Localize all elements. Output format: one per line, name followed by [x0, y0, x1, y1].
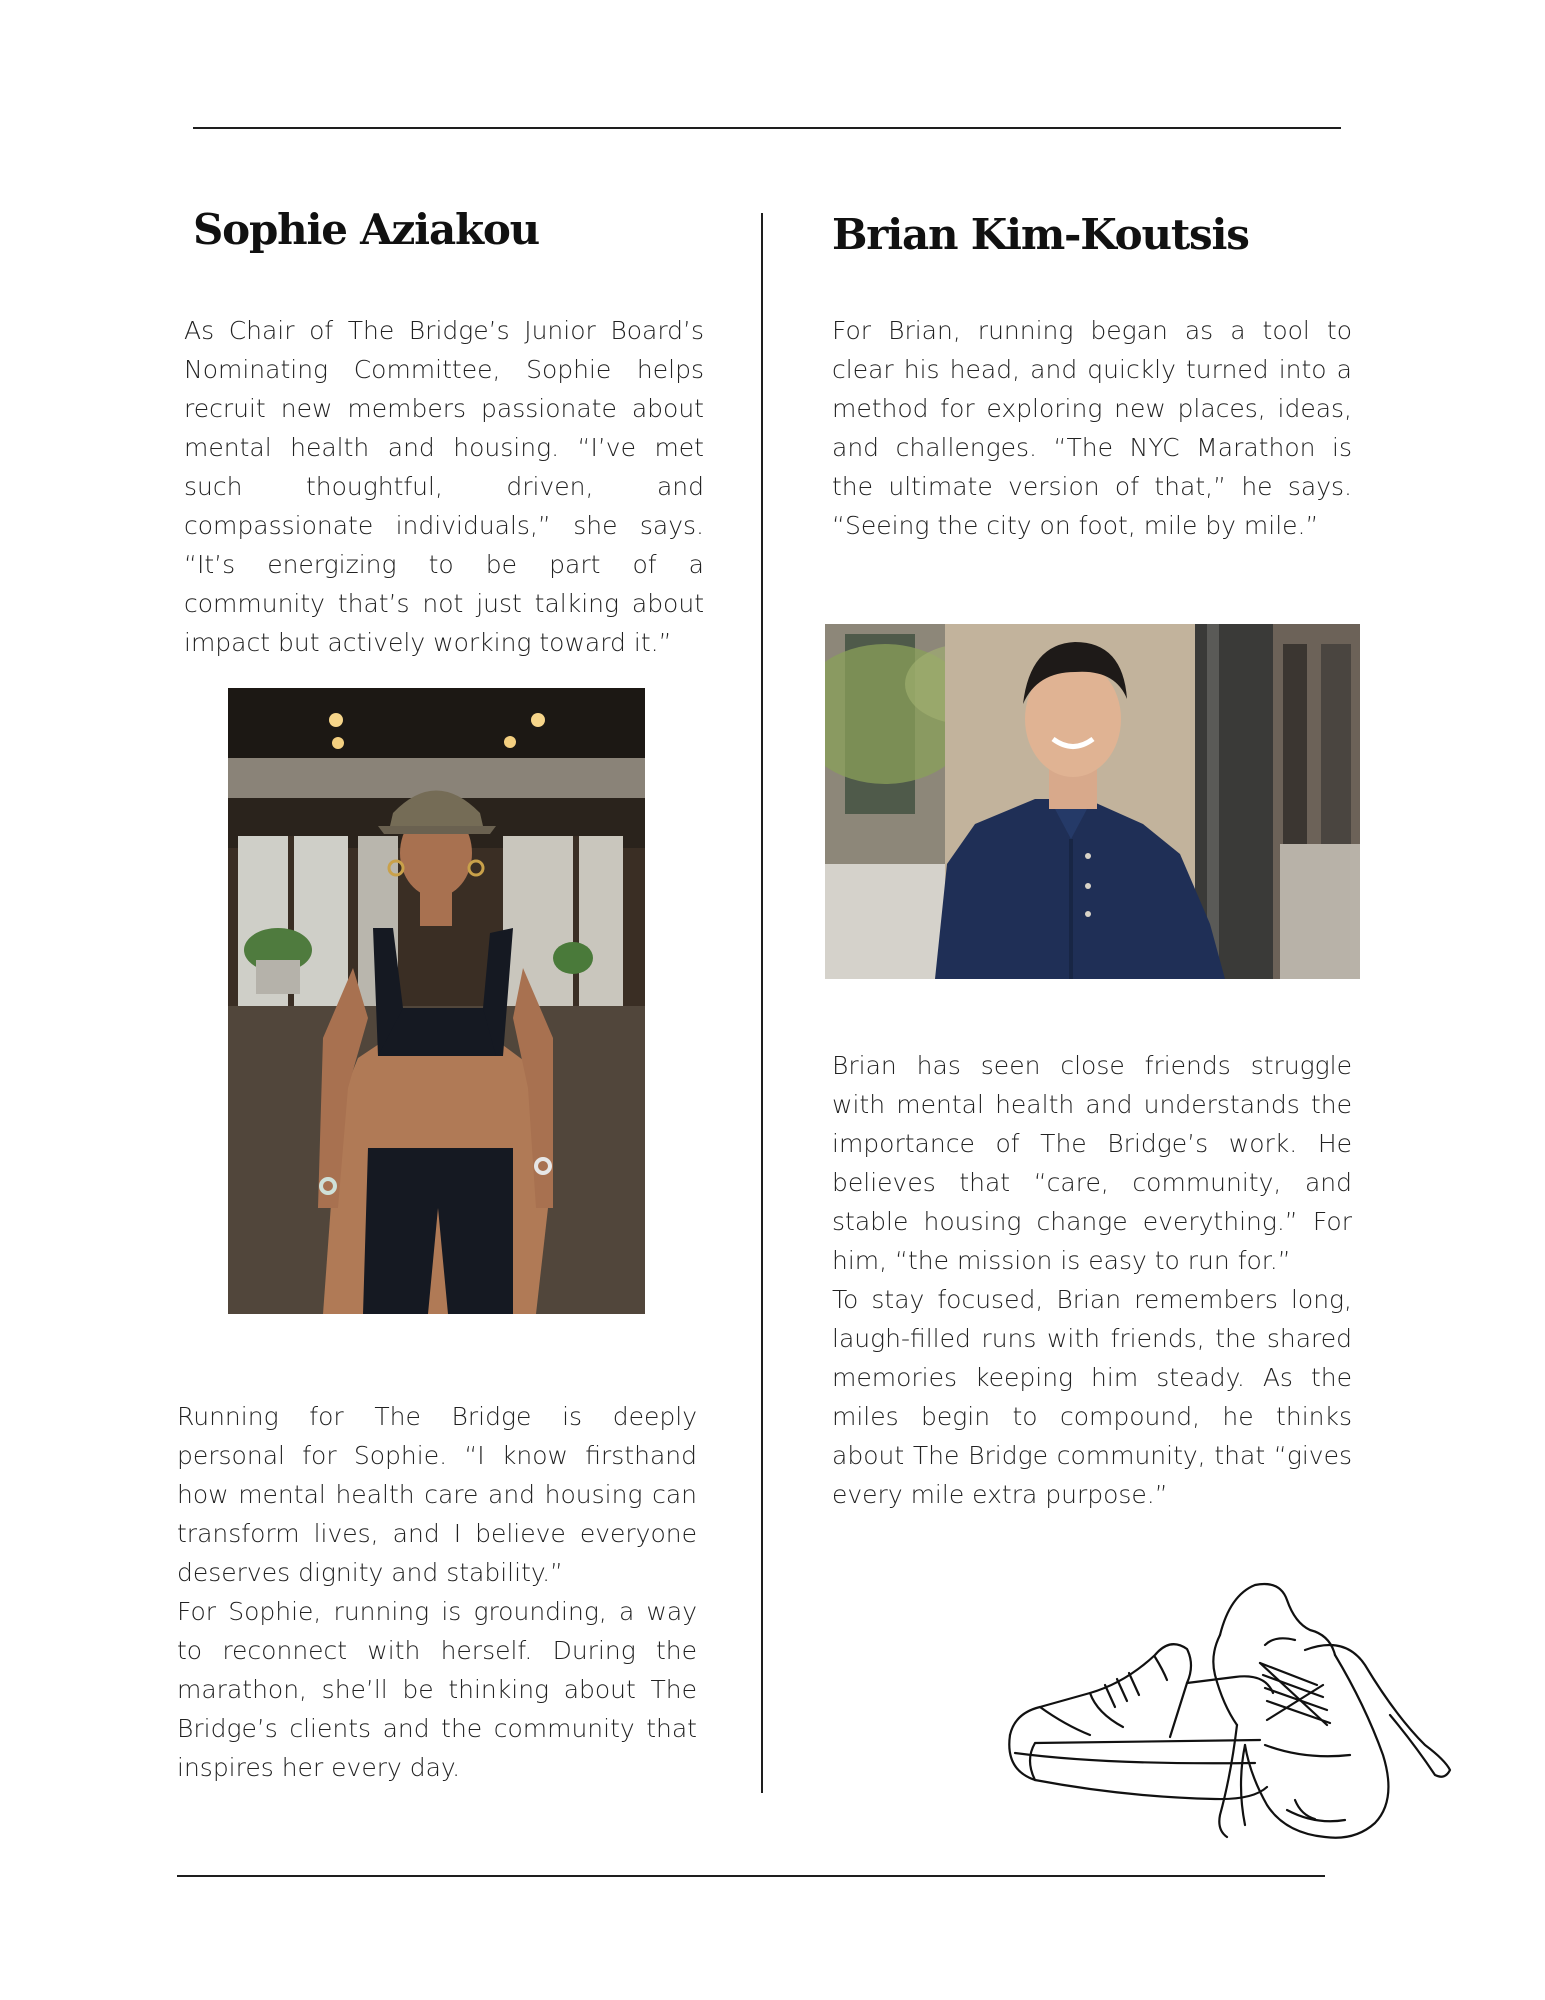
brian-name-heading: Brian Kim-Koutsis — [832, 210, 1249, 259]
sophie-name-heading: Sophie Aziakou — [193, 205, 540, 254]
sophie-running-paragraph: For Sophie, running is grounding, a way to reconnect with herself. During the marathon, she’ll be thinking about The Bridge’s clients and the community that inspires her every day. — [177, 1597, 697, 1782]
brian-running-paragraph: To stay focused, Brian remembers long, laugh-filled runs with friends, the shared memories keeping him steady. As the miles begin to compound, he thinks about The Bridge community, that “gives every mile extra purpose.” — [832, 1285, 1352, 1509]
running-shoes-drawing — [1005, 1575, 1460, 1845]
sophie-why-paragraph: Running for The Bridge is deeply personal for Sophie. “I know firsthand how mental health care and housing can transform lives, and I believe everyone deserves dignity and stability.” — [177, 1402, 697, 1587]
sophie-intro-paragraph: As Chair of The Bridge’s Junior Board’s Nominating Committee, Sophie helps recruit new members passionate about mental health and housing. “I’ve met such thoughtful, driven, and compassionate individuals,” she says. “It’s energizing to be part of a community that’s not just talking about impact but actively working toward it.” — [184, 316, 704, 657]
column-divider — [761, 213, 763, 1793]
sophie-photo-illustration — [228, 688, 645, 1314]
top-rule — [193, 127, 1341, 129]
running-shoes-icon — [1005, 1575, 1460, 1845]
brian-intro-paragraph: For Brian, running began as a tool to clear his head, and quickly turned into a method for exploring new places, ideas, and challenges. “The NYC Marathon is the ultimate version of that,” he says. “Seeing the city on foot, mile by mile.” — [832, 316, 1352, 540]
sophie-portrait-photo — [228, 688, 645, 1314]
brian-photo-illustration — [825, 624, 1360, 979]
brian-why-paragraph: Brian has seen close friends struggle with mental health and understands the importance of The Bridge’s work. He believes that “care, community, and stable housing change everything.” For him, “the mission is easy to run for.” — [832, 1051, 1352, 1275]
bottom-rule — [177, 1875, 1325, 1877]
brian-portrait-photo — [825, 624, 1360, 979]
